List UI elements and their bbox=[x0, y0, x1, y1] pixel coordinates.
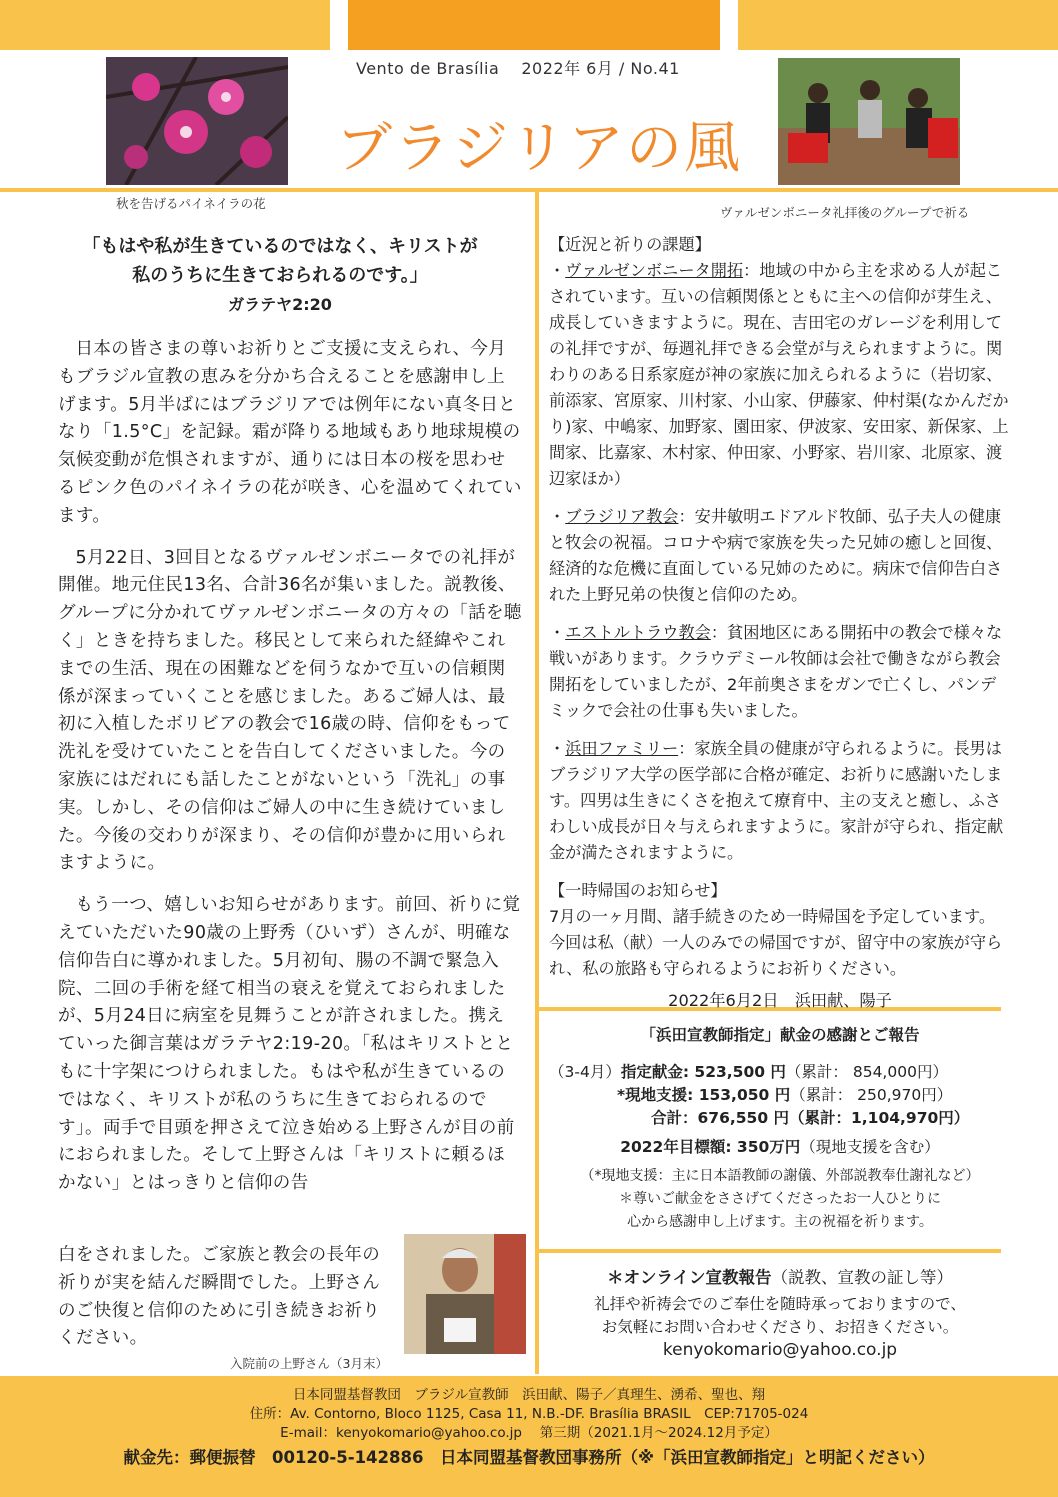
footer-missionaries: 日本同盟基督教団 ブラジル宣教師 浜田献、陽子／真理生、湧希、聖也、翔 bbox=[292, 1387, 766, 1403]
footer-donation-info: 献金先：郵便振替 00120-5-142886 日本同盟基督教団事務所（※「浜田宣教師指定」と明記ください） bbox=[123, 1448, 935, 1467]
online-top-divider bbox=[539, 1249, 1001, 1253]
report-note-1: （*現地支援：主に日本語教師の謝儀、外部説教奉仕謝礼など） bbox=[580, 1168, 980, 1184]
masthead-subtitle: Vento de Brasília 2022年 6月 / No.41 bbox=[356, 59, 680, 78]
article-paragraph-3-tail: 白をされました。ご家族と教会の長年の祈りが実を結んだ瞬間でした。上野さんのご快復と信仰のために引き続きお祈りください。 bbox=[58, 1245, 381, 1349]
report-row-local-support: *現地支援: 153,050 円（累計： 250,970円） bbox=[617, 1086, 953, 1104]
quote-line-2: 私のうちに生きておられるのです。」 bbox=[132, 265, 428, 286]
prayer-item-estrutural-church: ・エストルトラウ教会：貧困地区にある開拓中の教会で様々な戦いがあります。クラウデミール牧師は会社で働きながら教会開拓をしていましたが、2年前奥さまをガンで亡くし、パンデミックで会社の仕事も失いました。 bbox=[549, 623, 1003, 720]
signature-line: 2022年6月2日 浜田献、陽子 bbox=[668, 991, 892, 1010]
footer-address: 住所：Av. Contorno, Bloco 1125, Casa 11, N.B.-DF. Brasília BRASIL CEP:71705-024 bbox=[249, 1406, 809, 1422]
quote-line-1: 「もはや私が生きているのではなく、キリストが bbox=[82, 236, 478, 257]
quote-reference: ガラテヤ2:20 bbox=[228, 295, 332, 314]
report-title: 「浜田宣教師指定」献金の感謝とご報告 bbox=[640, 1026, 920, 1044]
notice-text: 7月の一ヶ月間、諸手続きのため一時帰国を予定しています。今回は私（献）一人のみでの帰国ですが、留守中の家族が守られ、私の旅路も守られるようにお祈りください。 bbox=[549, 907, 1003, 978]
header-divider bbox=[0, 188, 1058, 192]
footer-email-term: E-mail：kenyokomario@yahoo.co.jp 第三期（2021.1月～2024.12月予定） bbox=[280, 1425, 778, 1441]
prayer-item-title: 浜田ファミリー bbox=[565, 739, 679, 758]
online-heading: ＊オンライン宣教報告（説教、宣教の証し等） bbox=[606, 1268, 953, 1287]
masthead-title: ブラジリアの風 bbox=[336, 116, 742, 181]
left-article bbox=[58, 336, 522, 1198]
online-line-1: 礼拝や祈祷会でのご奉仕を随時承っておりますので、 bbox=[594, 1295, 966, 1313]
report-goal: 2022年目標額: 350万円（現地支援を含む） bbox=[620, 1138, 940, 1156]
online-report bbox=[549, 1266, 1011, 1362]
left-article-tail bbox=[58, 1242, 394, 1353]
notice-heading: 【一時帰国のお知らせ】 bbox=[549, 881, 727, 900]
article-paragraph-3: もう一つ、嬉しいお知らせがあります。前回、祈りに覚えていただいた90歳の上野秀（ひいず）さんが、明確な信仰告白に導かれました。5月初旬、腸の不調で緊急入院、二回の手術を経て相当の衰えを覚えておられましたが、5月24日に病室を見舞うことが許されました。携えていった御言葉はガラテヤ2:19-20。「私はキリストとともに十字架につけられました。もはや私が生きているのではなく、キリストが私のうちに生きておられるのです」。両手で目頭を押さえて泣き始める上野さんが目の前におられました。そして上野さんは「キリストに頼るほかない」とはっきりと信仰の告 bbox=[58, 895, 521, 1194]
report-note-3: 心から感謝申し上げます。主の祝福を祈ります。 bbox=[627, 1214, 933, 1230]
report-row-total: 合計：676,550 円（累計：1,104,970円） bbox=[651, 1109, 970, 1127]
top-bar-left bbox=[0, 0, 330, 50]
prayer-item-valzen: ・ヴァルゼンボニータ開拓：地域の中から主を求める人が起こされています。互いの信頼関係とともに主への信仰が芽生え、成長していきますように。現在、吉田宅のガレージを利用しての礼拝ですが、毎週礼拝できる会堂が与えられますように。関わりのある日系家庭が神の家族に加えられるように（岩切家、前添家、宮原家、川村家、小山家、伊藤家、仲村渠(なかんだかり)家、中嶋家、加野家、園田家、伊波家、安田家、新保家、上間家、比嘉家、木村家、仲田家、小野家、岩川家、北原家、渡辺家ほか） bbox=[549, 261, 1009, 488]
article-paragraph-2: 5月22日、3回目となるヴァルゼンボニータでの礼拝が開催。地元住民13名、合計36名が集いました。説教後、グループに分かれてヴァルゼンボニータの方々の「話を聴く」ときを持ちました。移民として来られた経緯やこれまでの生活、現在の困難などを伺うなかで互いの信頼関係が深まっていくことを感じました。あるご婦人は、最初に入植したボリビアの教会で16歳の時、信仰をもって洗礼を受けていたことを告白してくださいました。今の家族にはだれにも話したことがないという「洗礼」の事実。しかし、その信仰はご婦人の中に生き続けていました。今後の交わりが深まり、その信仰が豊かに用いられますように。 bbox=[58, 547, 522, 874]
report-row-designated: （3-4月）指定献金: 523,500 円（累計： 854,000円） bbox=[549, 1063, 948, 1081]
top-bar-center bbox=[348, 0, 720, 50]
contact-email[interactable]: kenyokomario@yahoo.co.jp bbox=[662, 1340, 898, 1360]
top-bar-right bbox=[738, 0, 1058, 50]
online-line-2: お気軽にお問い合わせくださり、お招きください。 bbox=[601, 1318, 959, 1336]
scripture-quote bbox=[30, 232, 530, 319]
donation-report bbox=[549, 1024, 1011, 1234]
prayer-heading: 【近況と祈りの課題】 bbox=[549, 235, 711, 254]
prayer-item-title: ヴァルゼンボニータ開拓 bbox=[565, 261, 744, 280]
prayer-item-hamada-family: ・浜田ファミリー：家族全員の健康が守られるように。長男はブラジリア大学の医学部に合格が確定、お祈りに感謝いたします。四男は生きにくさを抱えて療育中、主の支えと癒し、ふさわしい成長が日々与えられますように。家計が守られ、指定献金が満たされますように。 bbox=[549, 739, 1004, 862]
prayer-topics bbox=[549, 232, 1011, 1014]
prayer-item-title: エストルトラウ教会 bbox=[565, 623, 711, 642]
prayer-item-brasilia-church: ・ブラジリア教会：安井敏明エドアルド牧師、弘子夫人の健康と牧会の祝福。コロナや病で家族を失った兄姉の癒しと回復、経済的な危機に直面している兄姉のために。病床で信仰告白された上野兄弟の快復と信仰のため。 bbox=[549, 507, 1003, 604]
column-divider bbox=[535, 192, 539, 1374]
group-photo bbox=[778, 58, 960, 185]
group-caption: ヴァルゼンボニータ礼拝後のグループで祈る bbox=[720, 205, 970, 220]
footer bbox=[0, 1376, 1058, 1497]
prayer-item-title: ブラジリア教会 bbox=[565, 507, 679, 526]
flower-caption: 秋を告げるパイネイラの花 bbox=[116, 196, 266, 211]
elder-photo bbox=[404, 1234, 526, 1354]
flower-photo bbox=[106, 57, 288, 185]
elder-caption: 入院前の上野さん（3月末） bbox=[230, 1356, 388, 1371]
article-paragraph-1: 日本の皆さまの尊いお祈りとご支援に支えられ、今月もブラジル宣教の恵みを分かち合えることを感謝申し上げます。5月半ばにはブラジリアでは例年にない真冬日となり「1.5°C」を記録。霜が降りる地域もあり地球規模の気候変動が危惧されますが、通りには日本の桜を思わせるピンク色のパイネイラの花が咲き、心を温めてくれています。 bbox=[58, 339, 522, 526]
report-note-2: ＊尊いご献金をささげてくださったお一人ひとりに bbox=[619, 1191, 941, 1207]
